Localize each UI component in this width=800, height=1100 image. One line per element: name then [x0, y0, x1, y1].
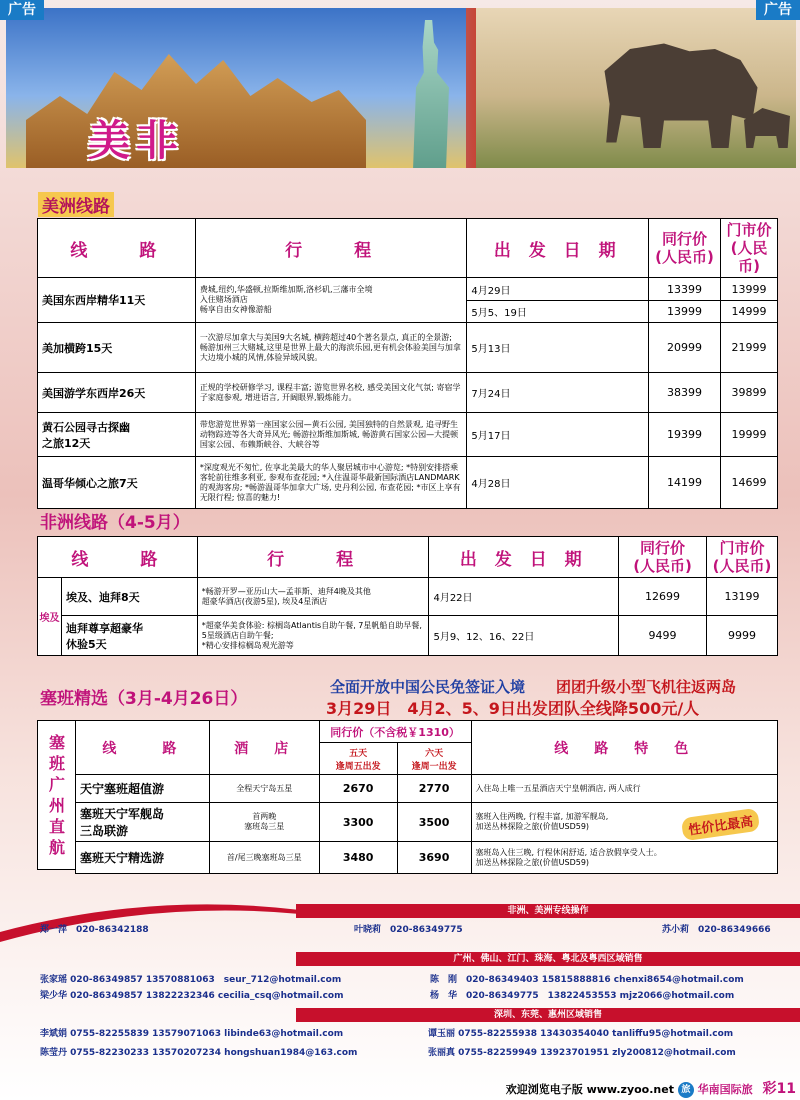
agency-name: 华南国际旅: [697, 1083, 753, 1096]
peer-price: 12699: [619, 578, 707, 616]
peer-price: 20999: [649, 323, 721, 373]
hotel: 首两晚 塞班岛三星: [209, 803, 319, 842]
route-desc: 正规的学校研修学习, 课程丰富; 游览世界名校, 感受美国文化气氛; 寄宿学子家庭参观, 增进语言, 开阔眼界,锻炼能力。: [195, 373, 467, 413]
col-itinerary: 行 程: [195, 219, 467, 278]
hotel: 首/尾三晚塞班岛三星: [209, 842, 319, 874]
col-date: 出 发 日 期: [467, 219, 649, 278]
peer-price: 9499: [619, 616, 707, 656]
page-number: 彩11: [762, 1081, 796, 1097]
col-five-day: 五天 逢周五出发: [319, 743, 397, 775]
route-name: 塞班天宁军舰岛 三岛联游: [76, 803, 210, 842]
five-day-price: 3480: [319, 842, 397, 874]
africa-heading: 非洲线路（4-5月）: [40, 513, 190, 533]
five-day-price: 3300: [319, 803, 397, 842]
hotel: 全程天宁岛五星: [209, 775, 319, 803]
america-heading: 美洲线路: [38, 192, 114, 217]
contact-entry: 李斌娟 0755-82255839 13579071063 libinde63@hotmail.com: [40, 1029, 344, 1039]
route-name: 塞班天宁精选游: [76, 842, 210, 874]
group-label: 埃及: [38, 578, 62, 656]
market-price: 13199: [707, 578, 778, 616]
contact-entry: 郑一萍 020-86342188: [40, 925, 149, 935]
america-table: [37, 218, 778, 509]
route-desc: *超豪华美食体验: 棕榈岛Atlantis自助午餐, 7星帆船自助早餐, 5星级酒店自助午餐; *精心安排棕榈岛观光游等: [197, 616, 429, 656]
col-market-price: 门市价 (人民币): [707, 537, 778, 578]
peer-price: 13999: [649, 301, 721, 323]
departure-date: 5月13日: [467, 323, 649, 373]
col-route: 线 路: [76, 721, 210, 775]
col-route: 线 路: [38, 537, 198, 578]
departure-date: 5月17日: [467, 413, 649, 457]
agency-logo-icon: 旅: [678, 1082, 694, 1098]
contact-entry: 陈莹丹 0755-82230233 13570207234 hongshuan1984@163.com: [40, 1048, 358, 1058]
africa-table: [37, 536, 778, 656]
market-price: 21999: [721, 323, 778, 373]
route-desc: 带您游览世界第一座国家公园—黄石公园, 美国独特的自然景观, 追寻野生动物踪迹等各大奇异风光; 畅游拉斯维加斯城, 畅游黄石国家公园—大提顿国家公园、布赖斯峡谷、大峡谷等: [195, 413, 467, 457]
peer-price: 14199: [649, 457, 721, 509]
contact-entry: 谭玉丽 0755-82255938 13430354040 tanliffu95@hotmail.com: [428, 1029, 734, 1039]
contact-entry: 杨 华 020-86349775 13822453553 mjz2066@hotmail.com: [430, 991, 735, 1001]
route-name: 温哥华倾心之旅7天: [38, 457, 196, 509]
col-six-day: 六天 逢周一出发: [397, 743, 471, 775]
col-market-price: 门市价 (人民币): [721, 219, 778, 278]
contact-entry: 张丽真 0755-82259949 13923701951 zly200812@hotmail.com: [428, 1048, 736, 1058]
market-price: 14699: [721, 457, 778, 509]
ad-tag-right: 广告: [756, 0, 800, 20]
best-value-badge: 性价比最高: [681, 808, 760, 841]
market-price: 39899: [721, 373, 778, 413]
route-desc: *深度观光不匆忙, 佐享北美最大的华人聚居城市中心游览; *特别安排搭乘客轮前往维多利亚, 参观布查花园; *入住温哥华最新国际酒店LANDMARK的观海客房; *畅游温哥华加拿大广场, 史丹利公园, 布查花园; *市区上享有无限行程; 惊喜的魅力!: [195, 457, 467, 509]
departure-date: 4月28日: [467, 457, 649, 509]
market-price: 14999: [721, 301, 778, 323]
route-name: 迪拜尊享超豪华 休验5天: [61, 616, 197, 656]
contact-entry: 苏小莉 020-86349666: [662, 925, 771, 935]
col-feature: 线 路 特 色: [471, 721, 777, 775]
market-price: 9999: [707, 616, 778, 656]
departure-date: 4月22日: [429, 578, 619, 616]
contact-entry: 梁少华 020-86349857 13822232346 cecilia_csq@hotmail.com: [40, 991, 344, 1001]
peer-price: 38399: [649, 373, 721, 413]
route-desc: *畅游开罗—亚历山大—孟菲斯、迪拜4晚及其他 超豪华酒店(夜游5星), 埃及4星酒店: [197, 578, 429, 616]
contact-band-operations: 非洲、美洲专线操作: [296, 904, 800, 918]
route-name: 美加横跨15天: [38, 323, 196, 373]
route-desc: 一次游尽加拿大与美国9大名城, 横跨超过40个著名景点, 真正的全景游; 畅游加州三大赌城,这里是世界上最大的海滨乐园,更有机会体验美国与加拿大边境小城的风情,体验异域风貌。: [195, 323, 467, 373]
col-peer-price: 同行价 (人民币): [619, 537, 707, 578]
market-price: 13999: [721, 278, 778, 301]
contact-entry: 张家瑶 020-86349857 13570881063 seur_712@hotmail.com: [40, 975, 342, 985]
route-feature: 入住岛上唯一五星酒店天宁皇朝酒店, 两人成行: [471, 775, 777, 803]
promo-upgrade: 团团升级小型飞机往返两岛: [556, 678, 737, 696]
promo-discount: 3月29日 4月2、5、9日出发团队全线降500元/人: [326, 699, 700, 718]
route-desc: 费城,纽约,华盛顿,拉斯维加斯,洛杉矶,三藩市全境 入住赌场酒店 畅享自由女神像游船: [195, 278, 467, 323]
departure-date: 7月24日: [467, 373, 649, 413]
route-name: 天宁塞班超值游: [76, 775, 210, 803]
col-route: 线 路: [38, 219, 196, 278]
footer: [506, 1078, 796, 1098]
route-feature: 塞班岛入住三晚, 行程休闲舒适, 适合放假享受人士。 加送丛林探险之旅(价值USD59): [471, 842, 777, 874]
six-day-price: 3690: [397, 842, 471, 874]
departure-date: 5月5、19日: [467, 301, 649, 323]
col-date: 出 发 日 期: [429, 537, 619, 578]
footer-text: 欢迎浏览电子版 www.zyoo.net: [505, 1083, 674, 1096]
col-peer-price: 同行价（不含税￥1310）: [319, 721, 471, 743]
six-day-price: 3500: [397, 803, 471, 842]
peer-price: 13399: [649, 278, 721, 301]
col-peer-price: 同行价 (人民币): [649, 219, 721, 278]
route-name: 美国游学东西岸26天: [38, 373, 196, 413]
route-name: 美国东西岸精华11天: [38, 278, 196, 323]
peer-price: 19399: [649, 413, 721, 457]
six-day-price: 2770: [397, 775, 471, 803]
contact-entry: 陈 刚 020-86349403 15815888816 chenxi8654@hotmail.com: [430, 975, 744, 985]
banner-image: [6, 8, 796, 168]
col-itinerary: 行 程: [197, 537, 429, 578]
market-price: 19999: [721, 413, 778, 457]
route-name: 黄石公园寻古探幽 之旅12天: [38, 413, 196, 457]
contact-band-guangzhou: 广州、佛山、江门、珠海、粤北及粤西区域销售: [296, 952, 800, 966]
route-name: 埃及、迪拜8天: [61, 578, 197, 616]
route-feature: 塞班入住两晚, 行程丰富, 加游军舰岛, 加送丛林探险之旅(价值USD59): [471, 803, 777, 842]
col-hotel: 酒 店: [209, 721, 319, 775]
ad-tag-left: 广告: [0, 0, 44, 20]
five-day-price: 2670: [319, 775, 397, 803]
saipan-side-label: 塞 班 广 州 直 航: [37, 720, 77, 870]
contact-entry: 叶晓莉 020-86349775: [354, 925, 463, 935]
promo-visa-free: 全面开放中国公民免签证入境: [330, 678, 526, 696]
departure-date: 5月9、12、16、22日: [429, 616, 619, 656]
saipan-table: [75, 720, 778, 874]
banner-title: 美非: [88, 116, 185, 165]
contact-band-shenzhen: 深圳、东莞、惠州区域销售: [296, 1008, 800, 1022]
departure-date: 4月29日: [467, 278, 649, 301]
saipan-heading: 塞班精选（3月-4月26日）: [40, 689, 248, 709]
